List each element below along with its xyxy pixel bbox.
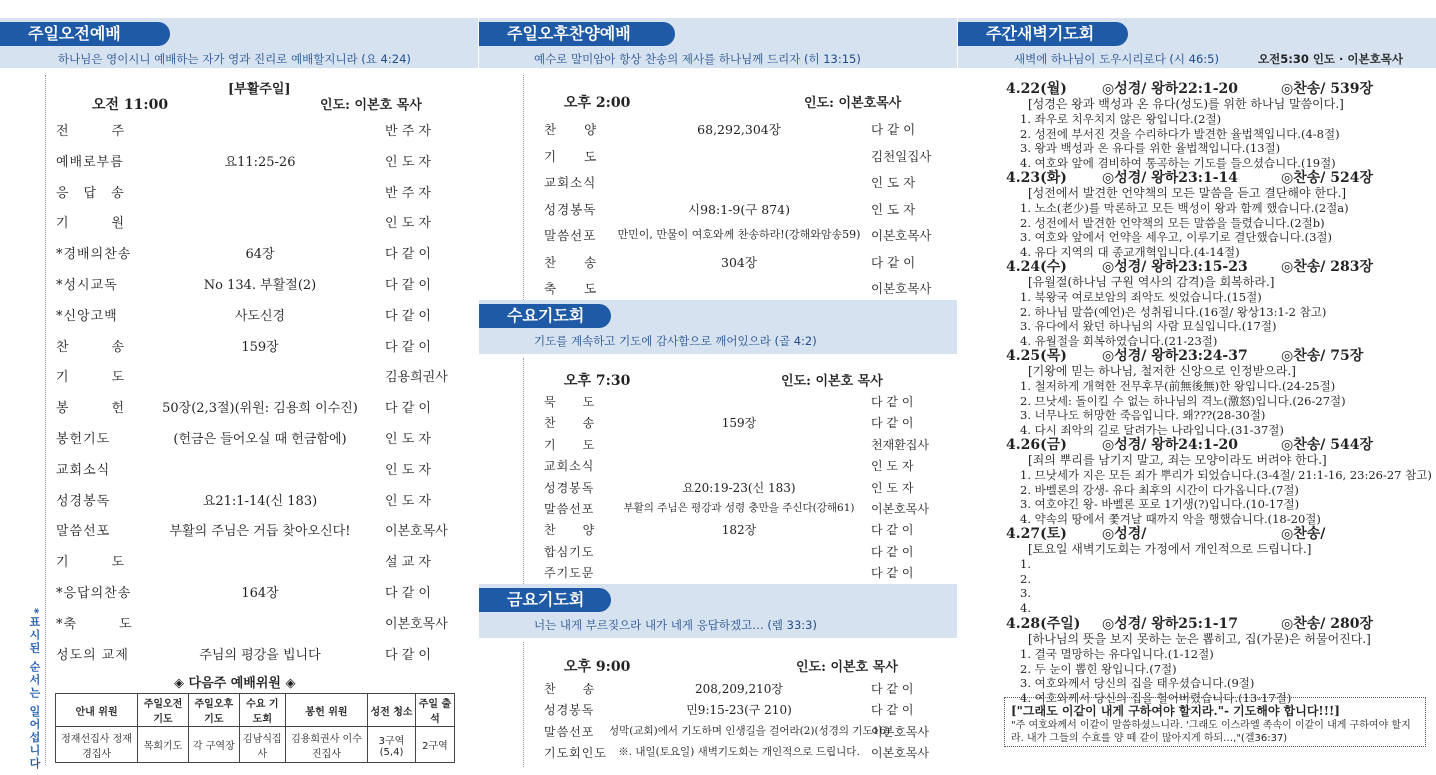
section-title: 주일오후찬양예배 — [479, 22, 675, 46]
wed-leader: 인도: 이본호 목사 — [781, 374, 883, 389]
day-point: 1. 노소(老少)를 막론하고 모든 백성이 왕과 함께 했습니다.(2절a) — [1020, 201, 1349, 215]
order-content: 68,292,304장 — [697, 122, 781, 137]
quote-body: "주 여호와께서 이같이 말씀하셨느니라. '그래도 이스라엘 족속이 이같이 내게 구하여야 할지라. 내가 그들의 수효를 양 떼 같이 많아지게 하되…,"(겔36:37) — [1011, 720, 1411, 744]
col-dawn — [958, 0, 1436, 775]
day-point: 4. 다시 죄악의 길로 달려가는 나라입니다.(31-37절) — [1020, 422, 1284, 437]
order-person: 인 도 자 — [871, 480, 914, 495]
order-person: 다 같 이 — [385, 247, 431, 263]
order-person: 인 도 자 — [871, 459, 914, 474]
wed-title: 수요기도회 — [479, 304, 611, 328]
order-item: 봉 헌 — [56, 401, 126, 417]
day-theme: [하나님의 뜻을 보지 못하는 눈은 뽑히고, 집(가문)은 허물어진다.] — [1028, 632, 1371, 646]
duty-header: 주일오후기도 — [188, 694, 239, 727]
order-person: 다 같 이 — [871, 523, 914, 538]
quote-box — [1004, 697, 1426, 747]
day-point: 4. — [1020, 600, 1031, 615]
service-time: 오후 2:00 — [564, 95, 631, 111]
order-item: 말씀선포 — [544, 724, 595, 739]
order-item: 주기도문 — [544, 566, 595, 581]
day-theme: [성전에서 발견한 언약책의 모든 말씀을 듣고 결단해야 한다.] — [1028, 186, 1347, 200]
order-item: 교회소식 — [544, 175, 597, 190]
order-content: 164장 — [241, 586, 279, 601]
duty-cell: 정재선집사 정재경집사 — [56, 727, 138, 763]
day-block — [1006, 617, 1431, 705]
order-content: 182장 — [721, 523, 757, 538]
order-person: 설 교 자 — [385, 555, 431, 571]
order-content: 요20:19-23(신 183) — [682, 480, 796, 495]
day-point: 3. — [1020, 586, 1031, 601]
day-bible: ◎성경/ 왕하24:1-20 — [1102, 437, 1238, 453]
day-hymn: ◎찬송/ 280장 — [1281, 616, 1373, 632]
order-person: 이본호목사 — [871, 724, 929, 739]
order-content: 사도신경 — [234, 308, 286, 324]
order-person: 다 같 이 — [385, 647, 431, 663]
section-verse: 하나님은 영이시니 예배하는 자가 영과 진리로 예배할지니라 (요 4:24) — [58, 52, 411, 66]
day-point: 3. 너무나도 허망한 죽음입니다. 왜???(28-30절) — [1020, 408, 1266, 423]
day-theme: [성경은 왕과 백성과 온 유다(성도)를 위한 하나님 말씀이다.] — [1028, 97, 1344, 111]
order-person: 다 같 이 — [385, 308, 431, 324]
wed-verse: 기도를 계속하고 기도에 감사함으로 깨어있으라 (골 4:2) — [534, 334, 817, 348]
day-hymn: ◎찬송/ 283장 — [1281, 259, 1373, 275]
service-time: 오전 11:00 — [92, 97, 169, 113]
day-point: 1. 좌우로 치우치지 않은 왕입니다.(2절) — [1020, 112, 1222, 126]
day-bible: ◎성경/ 왕하22:1-20 — [1102, 81, 1238, 97]
duty-value-row — [56, 727, 455, 763]
order-person: 김용희권사 — [385, 370, 448, 386]
order-content: 64장 — [245, 247, 275, 263]
day-theme: [죄의 뿌리를 남기지 말고, 죄는 모양이라도 버려야 한다.] — [1028, 453, 1327, 467]
order-item: 찬 송 — [544, 416, 596, 431]
day-point: 4. 여호와 앞에 겸비하여 통곡하는 기도를 들으셨습니다.(19절) — [1020, 155, 1336, 170]
order-item: 말씀선포 — [544, 228, 597, 243]
order-person: 다 같 이 — [871, 566, 914, 581]
duty-cell: 김남식집사 — [239, 727, 285, 763]
section-verse: 예수로 말미암아 항상 찬송의 제사를 하나님께 드리자 (히 13:15) — [534, 52, 861, 66]
order-content: 주님의 평강을 빕니다 — [199, 647, 321, 663]
divider — [45, 75, 46, 765]
order-person: 이본호목사 — [871, 746, 929, 761]
day-header — [1006, 349, 1431, 364]
order-item: 찬 송 — [544, 682, 596, 696]
order-content: 요11:25-26 — [224, 154, 296, 170]
duty-header: 주일 출석 — [415, 694, 454, 727]
order-item: 기 도 — [56, 370, 126, 386]
order-content: 부활의 주님은 평강과 성령 충만을 주신다(강해61) — [623, 502, 855, 514]
order-person: 다 같 이 — [871, 122, 916, 137]
day-hymn: ◎찬송/ 544장 — [1281, 437, 1373, 453]
duty-cell: 2구역 — [415, 727, 454, 763]
order-item: *응답의찬송 — [56, 586, 132, 601]
day-bible: ◎성경/ 왕하23:1-14 — [1102, 170, 1238, 186]
quote-title: ["그래도 이같이 내게 구하여야 할지라."- 기도해야 합니다!!!] — [1011, 704, 1340, 718]
order-item: *신앙고백 — [56, 308, 118, 324]
order-item: 기 도 — [544, 148, 598, 164]
duty-header: 주일오전기도 — [138, 694, 189, 727]
day-point: 3. 여호와 앞에서 언약을 세우고, 이루기로 결단했습니다.(3절) — [1020, 230, 1333, 245]
order-person: 인 도 자 — [385, 154, 431, 170]
day-date: 4.25(목) — [1006, 348, 1067, 364]
order-content: 성막(교회)에서 기도하며 인생길을 걸어라(2)(성경의 기도16) — [609, 724, 891, 737]
day-point: 4. 약속의 땅에서 쫓겨날 때까지 악을 행했습니다.(18-20절) — [1020, 511, 1321, 526]
order-item: *경배의찬송 — [56, 247, 132, 263]
order-person: 다 같 이 — [871, 544, 914, 559]
order-person: 다 같 이 — [871, 682, 914, 696]
day-block — [1006, 527, 1431, 615]
order-content: ※. 내일(토요일) 새벽기도회는 개인적으로 드립니다. — [618, 746, 860, 759]
day-theme: [토요일 새벽기도회는 가정에서 개인적으로 드립니다.] — [1028, 542, 1312, 556]
order-item: 봉헌기도 — [56, 432, 111, 447]
order-person: 인 도 자 — [385, 493, 431, 509]
day-bible: ◎성경/ — [1102, 526, 1147, 542]
order-item: 묵 도 — [544, 395, 596, 409]
order-person: 이본호목사 — [871, 502, 929, 516]
day-theme: [유월절(하나님 구원 역사의 감격)을 회복하라.] — [1028, 275, 1275, 289]
order-person: 다 같 이 — [385, 401, 431, 417]
order-content: 시98:1-9(구 874) — [688, 201, 790, 217]
order-item: *축 도 — [56, 616, 133, 632]
day-point: 4. 여호와께서 당신의 집을 헐어버렸습니다.(13-17절) — [1020, 690, 1292, 705]
order-item: 찬 양 — [544, 523, 596, 538]
day-point: 4. 유월절을 회복하였습니다.(21-23절) — [1020, 333, 1218, 348]
fri-leader: 인도: 이본호 목사 — [796, 660, 898, 675]
order-item: 교회소식 — [544, 459, 595, 474]
day-date: 4.28(주일) — [1006, 616, 1081, 632]
order-content: (헌금은 들어오실 때 헌금함에) — [173, 432, 347, 447]
day-block — [1006, 171, 1431, 259]
order-item: 예배로부름 — [56, 154, 124, 170]
day-hymn: ◎찬송/ 524장 — [1281, 170, 1373, 186]
day-point: 1. 북왕국 여로보암의 죄악도 씻었습니다.(15절) — [1020, 290, 1262, 304]
order-item: 합심기도 — [544, 544, 595, 559]
day-point: 2. — [1020, 571, 1031, 586]
order-person: 인 도 자 — [871, 201, 916, 217]
order-content: 208,209,210장 — [695, 682, 783, 696]
time-leader: 오전5:30 인도 · 이본호목사 — [1258, 52, 1403, 66]
day-header — [1006, 438, 1431, 453]
order-item: 교회소식 — [56, 462, 111, 478]
fri-title: 금요기도회 — [479, 588, 611, 612]
fri-verse: 너는 내게 부르짖으라 내가 네게 응답하겠고… (렘 33:3) — [534, 618, 817, 632]
day-header — [1006, 260, 1431, 275]
order-content: 159장 — [241, 339, 279, 355]
day-header — [1006, 171, 1431, 186]
order-item: 성도의 교제 — [56, 647, 129, 663]
day-point: 1. 결국 멸망하는 유다입니다.(1-12절) — [1020, 647, 1214, 661]
order-item: 성경봉독 — [544, 480, 595, 495]
day-hymn: ◎찬송/ — [1281, 526, 1326, 542]
order-person: 다 같 이 — [385, 278, 431, 293]
section-verse: 새벽에 하나님이 도우시리로다 (시 46:5) — [1014, 52, 1219, 66]
order-person: 이본호목사 — [385, 616, 448, 632]
duty-cell: 각 구역장 — [188, 727, 239, 763]
order-person: 인 도 자 — [385, 432, 431, 447]
wed-time: 오후 7:30 — [564, 373, 631, 389]
section-title: 주일오전예배 — [0, 22, 170, 46]
order-person: 다 같 이 — [385, 339, 431, 355]
next-duty-title: ◈ 다음주 예배위원 ◈ — [174, 676, 296, 691]
order-item: 성경봉독 — [56, 493, 111, 509]
duty-cell: 김용희권사 이수진집사 — [285, 727, 367, 763]
day-hymn: ◎찬송/ 75장 — [1281, 348, 1364, 364]
order-item: 전 주 — [56, 124, 126, 139]
duty-cell: 목회기도 — [138, 727, 189, 763]
col-sunday-morning — [0, 0, 478, 775]
day-point: 3. 여호야긴 왕- 바벨론 포로 1기생(?)입니다.(10-17절) — [1020, 497, 1300, 512]
service-leader: 인도: 이본호 목사 — [320, 98, 422, 113]
order-content: 159장 — [721, 416, 757, 431]
standing-note: *표시된 순서는 일어섭니다 — [28, 608, 41, 771]
order-person: 다 같 이 — [871, 395, 914, 409]
day-point: 2. 하나님 말씀(예언)은 성취됩니다.(16절/ 왕상13:1-2 참고) — [1020, 304, 1327, 319]
section-title: 주간새벽기도회 — [958, 22, 1128, 46]
day-point: 1. — [1020, 557, 1031, 571]
order-person: 인 도 자 — [385, 462, 431, 478]
day-block — [1006, 349, 1431, 437]
day-theme: [기왕에 믿는 하나님, 철저한 신앙으로 인정받으라.] — [1028, 364, 1296, 378]
col-afternoon — [479, 0, 957, 775]
order-person: 천재환집사 — [871, 437, 929, 452]
day-point: 3. 왕과 백성과 온 유다를 위한 율법책입니다.(13절) — [1020, 141, 1281, 156]
day-date: 4.27(토) — [1006, 526, 1067, 542]
divider — [523, 358, 524, 584]
order-person: 이본호목사 — [871, 281, 932, 296]
duty-header-row — [56, 694, 455, 727]
order-person: 이본호목사 — [871, 228, 932, 243]
day-point: 1. 므낫세가 지은 모든 죄가 뿌리가 되었습니다.(3-4절/ 21:1-16, 23:26-27 참고) — [1020, 468, 1432, 482]
day-point: 3. 여호와께서 당신의 집을 태우셨습니다.(9절) — [1020, 676, 1255, 691]
order-person: 다 같 이 — [871, 416, 914, 431]
order-person: 인 도 자 — [385, 216, 431, 232]
order-person: 김천일집사 — [871, 148, 932, 164]
order-person: 반 주 자 — [385, 185, 431, 201]
duty-header: 봉헌 위원 — [285, 694, 367, 727]
day-point: 2. 성전에 부서진 것을 수리하다가 발견한 율법책입니다.(4-8절) — [1020, 126, 1340, 141]
fri-time: 오후 9:00 — [564, 659, 631, 675]
day-date: 4.23(화) — [1006, 170, 1067, 186]
day-block — [1006, 82, 1431, 170]
order-item: 응 답 송 — [56, 185, 125, 201]
day-block — [1006, 260, 1431, 348]
day-header — [1006, 527, 1431, 542]
day-date: 4.26(금) — [1006, 437, 1067, 453]
day-point: 2. 바벨론의 강생- 유다 최후의 시간이 다가옵니다.(7절) — [1020, 482, 1299, 497]
day-bible: ◎성경/ 왕하25:1-17 — [1102, 616, 1238, 632]
duty-header: 안내 위원 — [56, 694, 138, 727]
order-content: 304장 — [721, 254, 757, 270]
order-person: 반 주 자 — [385, 124, 431, 139]
service-leader: 인도: 이본호목사 — [804, 96, 902, 111]
day-date: 4.24(수) — [1006, 259, 1067, 275]
order-content: 만민이, 만물이 여호와께 찬송하라!(강해와암송59) — [617, 228, 861, 241]
day-hymn: ◎찬송/ 539장 — [1281, 81, 1373, 97]
order-person: 이본호목사 — [385, 524, 448, 540]
divider — [523, 642, 524, 767]
day-point: 2. 성전에서 발견한 언약책의 모든 말씀을 들렸습니다.(2절b) — [1020, 215, 1325, 230]
order-item: 축 도 — [544, 281, 598, 296]
duty-header: 성전 청소 — [368, 694, 416, 727]
order-item: *성시교독 — [56, 278, 118, 293]
day-point: 4. 유다 지역의 대 종교개혁입니다.(4-14절) — [1020, 244, 1240, 259]
duty-cell: 3구역(5,4) — [368, 727, 416, 763]
day-point: 1. 철저하게 개혁한 전무후무(前無後無)한 왕입니다.(24-25절) — [1020, 379, 1336, 393]
day-bible: ◎성경/ 왕하23:15-23 — [1102, 259, 1248, 275]
order-content: 민9:15-23(구 210) — [686, 703, 792, 718]
order-content: 50장(2,3절)(위원: 김용희 이수진) — [162, 401, 358, 417]
order-item: 찬 송 — [544, 254, 598, 270]
day-block — [1006, 438, 1431, 526]
divider — [523, 75, 524, 300]
day-header — [1006, 82, 1431, 97]
duty-header: 수요 기도회 — [239, 694, 285, 727]
order-content: 부활의 주님은 거듭 찾아오신다! — [169, 524, 351, 540]
order-item: 찬 송 — [56, 339, 126, 355]
order-person: 인 도 자 — [871, 175, 916, 190]
day-header — [1006, 617, 1431, 632]
order-item: 기도회인도 — [544, 746, 607, 761]
order-item: 찬 양 — [544, 122, 598, 137]
order-item: 성경봉독 — [544, 201, 597, 217]
sub-title: [부활주일] — [228, 82, 291, 97]
order-item: 성경봉독 — [544, 703, 595, 718]
order-item: 말씀선포 — [56, 524, 111, 540]
day-point: 2. 므낫세: 돌이킬 수 없는 하나님의 격노(激怒)입니다.(26-27절) — [1020, 393, 1346, 408]
day-bible: ◎성경/ 왕하23:24-37 — [1102, 348, 1248, 364]
order-content: 요21:1-14(신 183) — [202, 493, 318, 509]
order-person: 다 같 이 — [871, 703, 914, 718]
day-point: 3. 유다에서 왔던 하나님의 사람 묘실입니다.(17절) — [1020, 319, 1277, 334]
order-item: 기 도 — [56, 555, 126, 571]
order-item: 기 도 — [544, 437, 596, 452]
day-point: 2. 두 눈이 뽑힌 왕입니다.(7절) — [1020, 661, 1177, 676]
order-item: 말씀선포 — [544, 502, 595, 516]
day-date: 4.22(월) — [1006, 81, 1067, 97]
order-person: 다 같 이 — [871, 254, 916, 270]
duty-table — [55, 693, 455, 763]
order-item: 기 원 — [56, 216, 126, 232]
order-content: No 134. 부활절(2) — [203, 278, 317, 293]
order-person: 다 같 이 — [385, 586, 431, 601]
